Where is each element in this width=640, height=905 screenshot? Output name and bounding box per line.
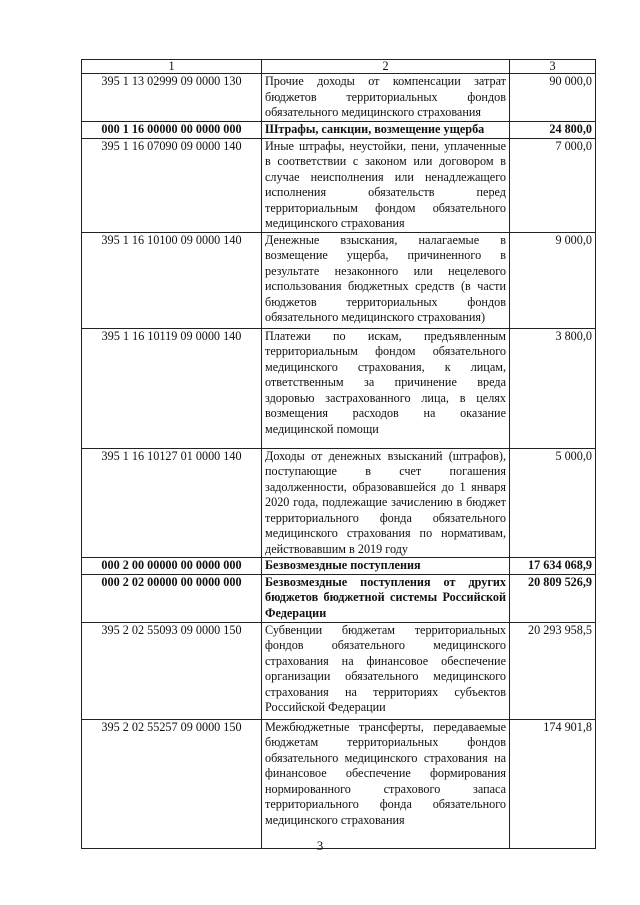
budget-classification-code: 395 1 16 07090 09 0000 140	[82, 138, 262, 232]
table-row	[82, 719, 596, 848]
revenue-description: Субвенции бюджетам территориальных фондов обязательного медицинского страхования на финансовое обеспечение организации обязательного медицинского страхования на территориях субъектов Российской Федерации	[262, 622, 510, 719]
amount: 5 000,0	[510, 448, 596, 558]
amount: 24 800,0	[510, 122, 596, 139]
revenue-description: Иные штрафы, неустойки, пени, уплаченные в соответствии с законом или договором в случае неисполнения или ненадлежащего исполнения обязательств перед территориальным фондом обязательного медицинского страхования	[262, 138, 510, 232]
page-number: 3	[316, 838, 324, 853]
budget-classification-code: 000 2 02 00000 00 0000 000	[82, 574, 262, 622]
revenue-description: Безвозмездные поступления от других бюджетов бюджетной системы Российской Федерации	[262, 574, 510, 622]
table-row	[82, 574, 596, 622]
budget-classification-code: 395 1 16 10100 09 0000 140	[82, 232, 262, 328]
revenue-description: Прочие доходы от компенсации затрат бюджетов территориальных фондов обязательного медицинского страхования	[262, 74, 510, 122]
budget-classification-code: 395 2 02 55093 09 0000 150	[82, 622, 262, 719]
table-row	[82, 138, 596, 232]
budget-classification-code: 000 2 00 00000 00 0000 000	[82, 558, 262, 575]
budget-classification-code: 395 1 16 10119 09 0000 140	[82, 328, 262, 448]
table-body	[82, 74, 596, 849]
table-row	[82, 74, 596, 122]
amount: 90 000,0	[510, 74, 596, 122]
budget-classification-code: 395 1 13 02999 09 0000 130	[82, 74, 262, 122]
amount: 174 901,8	[510, 719, 596, 848]
revenue-description: Безвозмездные поступления	[262, 558, 510, 575]
column-header-1: 1	[82, 60, 262, 74]
revenue-description: Межбюджетные трансферты, передаваемые бюджетам территориальных фондов обязательного медицинского страхования на финансовое обеспечение формирования нормированного страхового запаса территориального фонда обязательного медицинского страхования	[262, 719, 510, 848]
table-row	[82, 448, 596, 558]
table-header-row	[82, 60, 596, 74]
amount: 3 800,0	[510, 328, 596, 448]
amount: 20 809 526,9	[510, 574, 596, 622]
revenue-description: Доходы от денежных взысканий (штрафов), поступающие в счет погашения задолженности, образовавшейся до 1 января 2020 года, подлежащие зачислению в бюджет территориального фонда обязательного медицинского страхования по нормативам, действовавшим в 2019 году	[262, 448, 510, 558]
column-header-3: 3	[510, 60, 596, 74]
amount: 20 293 958,5	[510, 622, 596, 719]
column-header-2: 2	[262, 60, 510, 74]
budget-classification-code: 000 1 16 00000 00 0000 000	[82, 122, 262, 139]
amount: 17 634 068,9	[510, 558, 596, 575]
amount: 9 000,0	[510, 232, 596, 328]
table-row	[82, 232, 596, 328]
table-row	[82, 558, 596, 575]
table-row	[82, 622, 596, 719]
amount: 7 000,0	[510, 138, 596, 232]
revenue-description: Платежи по искам, предъявленным территориальным фондом обязательного медицинского страхования, к лицам, ответственным за причинение вреда здоровью застрахованного лица, в целях возмещения расходов на оказание медицинской помощи	[262, 328, 510, 448]
budget-classification-code: 395 2 02 55257 09 0000 150	[82, 719, 262, 848]
revenue-description: Штрафы, санкции, возмещение ущерба	[262, 122, 510, 139]
table-row	[82, 328, 596, 448]
table-row	[82, 122, 596, 139]
budget-classification-code: 395 1 16 10127 01 0000 140	[82, 448, 262, 558]
budget-revenue-table	[81, 59, 596, 849]
revenue-description: Денежные взыскания, налагаемые в возмещение ущерба, причиненного в результате незаконного или нецелевого использования бюджетных средств (в части бюджетов территориальных фондов обязательного медицинского страхования)	[262, 232, 510, 328]
